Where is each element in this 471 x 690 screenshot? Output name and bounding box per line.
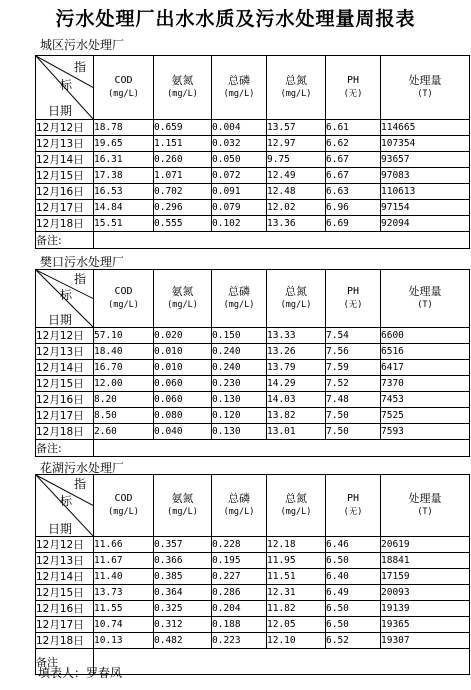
- table-row: [36, 569, 470, 585]
- value-cell: 12.10: [267, 633, 326, 649]
- value-cell: 9.75: [267, 152, 326, 168]
- value-cell: 0.060: [154, 392, 212, 408]
- column-name: 总磷: [228, 285, 250, 298]
- header-total-phosphorus: [212, 56, 267, 120]
- value-cell: 0.010: [154, 360, 212, 376]
- table-row: [36, 120, 470, 136]
- corner-label-biao: 标: [60, 494, 73, 508]
- value-cell: 8.50: [94, 408, 154, 424]
- column-name: 处理量: [408, 74, 442, 87]
- table-row: [36, 633, 470, 649]
- value-cell: 19139: [381, 601, 470, 617]
- value-cell: 13.33: [267, 328, 326, 344]
- column-unit: (mg/L): [280, 89, 312, 99]
- value-cell: 1.151: [154, 136, 212, 152]
- header-cod: [94, 475, 154, 537]
- table-row: [36, 168, 470, 184]
- table-row: [36, 200, 470, 216]
- remark-label: 备注:: [36, 232, 94, 249]
- value-cell: 0.555: [154, 216, 212, 232]
- value-cell: 0.364: [154, 585, 212, 601]
- value-cell: 0.312: [154, 617, 212, 633]
- value-cell: 6.52: [326, 633, 381, 649]
- header-ammonia: [154, 475, 212, 537]
- value-cell: 0.060: [154, 376, 212, 392]
- date-cell: 12月12日: [36, 537, 94, 553]
- date-cell: 12月15日: [36, 168, 94, 184]
- table-row: [36, 601, 470, 617]
- header-row: [36, 56, 470, 120]
- value-cell: 15.51: [94, 216, 154, 232]
- value-cell: 11.67: [94, 553, 154, 569]
- date-cell: 12月18日: [36, 633, 94, 649]
- header-ammonia: [154, 56, 212, 120]
- table-row: [36, 408, 470, 424]
- value-cell: 6.63: [326, 184, 381, 200]
- column-unit: (mg/L): [108, 507, 139, 517]
- column-name: 总氮: [285, 285, 307, 298]
- header-ammonia: [154, 270, 212, 328]
- column-unit: (mg/L): [223, 89, 255, 99]
- header-total-nitrogen: [267, 475, 326, 537]
- value-cell: 17.38: [94, 168, 154, 184]
- value-cell: 7370: [381, 376, 470, 392]
- value-cell: 6.67: [326, 152, 381, 168]
- date-cell: 12月18日: [36, 216, 94, 232]
- corner-label-biao: 标: [60, 288, 73, 302]
- value-cell: 107354: [381, 136, 470, 152]
- value-cell: 0.240: [212, 344, 267, 360]
- header-volume: [381, 475, 470, 537]
- column-unit: (mg/L): [280, 507, 312, 517]
- remark-value: [94, 440, 470, 457]
- value-cell: 0.286: [212, 585, 267, 601]
- date-cell: 12月16日: [36, 392, 94, 408]
- date-cell: 12月16日: [36, 601, 94, 617]
- header-ph: [326, 475, 381, 537]
- header-cod: [94, 56, 154, 120]
- column-name: PH: [346, 75, 360, 86]
- section-title-huahu: 花湖污水处理厂: [40, 461, 125, 475]
- column-unit: (mg/L): [167, 300, 198, 310]
- header-volume: [381, 270, 470, 328]
- table-row: [36, 360, 470, 376]
- value-cell: 97154: [381, 200, 470, 216]
- value-cell: 19365: [381, 617, 470, 633]
- column-unit: (mg/L): [167, 507, 198, 517]
- value-cell: 13.82: [267, 408, 326, 424]
- table-huahu: [35, 474, 470, 675]
- value-cell: 7.50: [326, 424, 381, 440]
- value-cell: 13.57: [267, 120, 326, 136]
- date-cell: 12月13日: [36, 344, 94, 360]
- value-cell: 11.66: [94, 537, 154, 553]
- value-cell: 0.223: [212, 633, 267, 649]
- date-cell: 12月17日: [36, 200, 94, 216]
- header-volume: [381, 56, 470, 120]
- value-cell: 6.40: [326, 569, 381, 585]
- header-total-phosphorus: [212, 270, 267, 328]
- value-cell: 10.13: [94, 633, 154, 649]
- value-cell: 12.05: [267, 617, 326, 633]
- column-name: PH: [346, 286, 360, 297]
- value-cell: 6.67: [326, 168, 381, 184]
- value-cell: 0.120: [212, 408, 267, 424]
- table-row: [36, 376, 470, 392]
- value-cell: 0.659: [154, 120, 212, 136]
- value-cell: 0.130: [212, 424, 267, 440]
- value-cell: 7.52: [326, 376, 381, 392]
- value-cell: 0.032: [212, 136, 267, 152]
- section-title-chengqu: 城区污水处理厂: [40, 38, 125, 52]
- value-cell: 18841: [381, 553, 470, 569]
- corner-label-zhi: 指: [74, 477, 87, 491]
- column-name: 总氮: [285, 492, 307, 505]
- value-cell: 0.204: [212, 601, 267, 617]
- value-cell: 18.40: [94, 344, 154, 360]
- value-cell: 12.00: [94, 376, 154, 392]
- date-cell: 12月15日: [36, 585, 94, 601]
- corner-label-date: 日期: [48, 522, 73, 536]
- column-name: 总氮: [285, 74, 307, 87]
- value-cell: 6.46: [326, 537, 381, 553]
- value-cell: 0.188: [212, 617, 267, 633]
- diagonal-header-cell: [36, 270, 94, 328]
- value-cell: 11.95: [267, 553, 326, 569]
- table-row: [36, 424, 470, 440]
- value-cell: 19307: [381, 633, 470, 649]
- value-cell: 6516: [381, 344, 470, 360]
- header-cod: [94, 270, 154, 328]
- value-cell: 0.227: [212, 569, 267, 585]
- value-cell: 0.091: [212, 184, 267, 200]
- date-cell: 12月15日: [36, 376, 94, 392]
- date-cell: 12月14日: [36, 360, 94, 376]
- header-ph: [326, 270, 381, 328]
- table-row: [36, 553, 470, 569]
- remark-label: 备注: [36, 649, 94, 675]
- value-cell: 0.072: [212, 168, 267, 184]
- value-cell: 8.20: [94, 392, 154, 408]
- value-cell: 0.482: [154, 633, 212, 649]
- header-row: [36, 475, 470, 537]
- diagonal-header-cell: [36, 475, 94, 537]
- header-total-phosphorus: [212, 475, 267, 537]
- value-cell: 16.53: [94, 184, 154, 200]
- value-cell: 0.357: [154, 537, 212, 553]
- value-cell: 16.70: [94, 360, 154, 376]
- column-name: 氨氮: [171, 492, 194, 505]
- value-cell: 0.260: [154, 152, 212, 168]
- value-cell: 1.071: [154, 168, 212, 184]
- value-cell: 0.296: [154, 200, 212, 216]
- header-total-nitrogen: [267, 270, 326, 328]
- table-row: [36, 392, 470, 408]
- column-unit: (无): [343, 89, 363, 99]
- column-name: COD: [114, 286, 133, 297]
- column-name: 总磷: [228, 492, 250, 505]
- corner-label-biao: 标: [60, 78, 73, 92]
- date-cell: 12月14日: [36, 152, 94, 168]
- value-cell: 6.50: [326, 553, 381, 569]
- page-title: 污水处理厂出水水质及污水处理量周报表: [55, 8, 416, 30]
- column-name: 处理量: [408, 285, 442, 298]
- value-cell: 12.18: [267, 537, 326, 553]
- value-cell: 11.51: [267, 569, 326, 585]
- value-cell: 0.130: [212, 392, 267, 408]
- value-cell: 0.050: [212, 152, 267, 168]
- column-name: COD: [114, 493, 133, 504]
- value-cell: 11.82: [267, 601, 326, 617]
- value-cell: 0.150: [212, 328, 267, 344]
- column-unit: (mg/L): [167, 89, 198, 99]
- value-cell: 0.004: [212, 120, 267, 136]
- column-unit: (T): [417, 89, 433, 99]
- table-row: [36, 328, 470, 344]
- table-row: [36, 216, 470, 232]
- value-cell: 13.73: [94, 585, 154, 601]
- value-cell: 6.69: [326, 216, 381, 232]
- value-cell: 17159: [381, 569, 470, 585]
- value-cell: 0.102: [212, 216, 267, 232]
- value-cell: 14.29: [267, 376, 326, 392]
- value-cell: 6.62: [326, 136, 381, 152]
- table-chengqu: [35, 55, 470, 249]
- corner-label-date: 日期: [48, 104, 73, 118]
- column-name: 处理量: [408, 492, 442, 505]
- value-cell: 6.96: [326, 200, 381, 216]
- column-unit: (T): [417, 300, 433, 310]
- column-unit: (T): [417, 507, 433, 517]
- value-cell: 6600: [381, 328, 470, 344]
- value-cell: 11.55: [94, 601, 154, 617]
- value-cell: 0.195: [212, 553, 267, 569]
- date-cell: 12月12日: [36, 328, 94, 344]
- value-cell: 0.240: [212, 360, 267, 376]
- value-cell: 11.40: [94, 569, 154, 585]
- value-cell: 110613: [381, 184, 470, 200]
- value-cell: 14.84: [94, 200, 154, 216]
- value-cell: 12.31: [267, 585, 326, 601]
- value-cell: 0.080: [154, 408, 212, 424]
- value-cell: 13.79: [267, 360, 326, 376]
- corner-label-zhi: 指: [74, 60, 87, 74]
- value-cell: 13.36: [267, 216, 326, 232]
- table-row: [36, 152, 470, 168]
- value-cell: 7525: [381, 408, 470, 424]
- value-cell: 0.020: [154, 328, 212, 344]
- value-cell: 12.02: [267, 200, 326, 216]
- remark-value: [94, 232, 470, 249]
- value-cell: 7593: [381, 424, 470, 440]
- value-cell: 12.97: [267, 136, 326, 152]
- column-unit: (mg/L): [223, 300, 255, 310]
- corner-label-zhi: 指: [74, 272, 87, 286]
- remark-row: [36, 440, 470, 457]
- value-cell: 97083: [381, 168, 470, 184]
- date-cell: 12月13日: [36, 553, 94, 569]
- value-cell: 7.50: [326, 408, 381, 424]
- value-cell: 0.702: [154, 184, 212, 200]
- header-ph: [326, 56, 381, 120]
- remark-value: [94, 649, 470, 675]
- value-cell: 0.325: [154, 601, 212, 617]
- table-row: [36, 184, 470, 200]
- value-cell: 18.78: [94, 120, 154, 136]
- column-name: 总磷: [228, 74, 250, 87]
- diagonal-header-cell: [36, 56, 94, 120]
- column-name: COD: [114, 75, 133, 86]
- column-unit: (mg/L): [108, 300, 139, 310]
- value-cell: 2.60: [94, 424, 154, 440]
- value-cell: 0.079: [212, 200, 267, 216]
- date-cell: 12月13日: [36, 136, 94, 152]
- table-row: [36, 617, 470, 633]
- value-cell: 0.366: [154, 553, 212, 569]
- column-unit: (mg/L): [280, 300, 312, 310]
- value-cell: 7.48: [326, 392, 381, 408]
- column-unit: (mg/L): [108, 89, 139, 99]
- remark-row: [36, 232, 470, 249]
- date-cell: 12月18日: [36, 424, 94, 440]
- filled-by-note: 填表人：罗春凤: [38, 666, 123, 680]
- value-cell: 0.040: [154, 424, 212, 440]
- column-name: PH: [346, 493, 360, 504]
- column-name: 氨氮: [171, 74, 194, 87]
- value-cell: 16.31: [94, 152, 154, 168]
- value-cell: 7453: [381, 392, 470, 408]
- value-cell: 6.49: [326, 585, 381, 601]
- value-cell: 57.10: [94, 328, 154, 344]
- value-cell: 6.61: [326, 120, 381, 136]
- value-cell: 0.228: [212, 537, 267, 553]
- value-cell: 7.56: [326, 344, 381, 360]
- value-cell: 12.49: [267, 168, 326, 184]
- column-unit: (无): [343, 507, 363, 517]
- remark-label: 备注:: [36, 440, 94, 457]
- value-cell: 0.230: [212, 376, 267, 392]
- header-row: [36, 270, 470, 328]
- corner-label-date: 日期: [48, 313, 73, 327]
- value-cell: 13.01: [267, 424, 326, 440]
- value-cell: 0.010: [154, 344, 212, 360]
- value-cell: 7.59: [326, 360, 381, 376]
- section-title-fankou: 樊口污水处理厂: [40, 255, 125, 269]
- value-cell: 6.50: [326, 617, 381, 633]
- value-cell: 12.48: [267, 184, 326, 200]
- table-row: [36, 344, 470, 360]
- value-cell: 93657: [381, 152, 470, 168]
- table-row: [36, 136, 470, 152]
- value-cell: 6417: [381, 360, 470, 376]
- column-name: 氨氮: [171, 285, 194, 298]
- header-total-nitrogen: [267, 56, 326, 120]
- value-cell: 114665: [381, 120, 470, 136]
- table-row: [36, 585, 470, 601]
- value-cell: 20619: [381, 537, 470, 553]
- date-cell: 12月17日: [36, 408, 94, 424]
- date-cell: 12月14日: [36, 569, 94, 585]
- value-cell: 0.385: [154, 569, 212, 585]
- value-cell: 19.65: [94, 136, 154, 152]
- value-cell: 14.03: [267, 392, 326, 408]
- value-cell: 6.50: [326, 601, 381, 617]
- column-unit: (mg/L): [223, 507, 255, 517]
- value-cell: 92094: [381, 216, 470, 232]
- value-cell: 10.74: [94, 617, 154, 633]
- table-row: [36, 537, 470, 553]
- value-cell: 20093: [381, 585, 470, 601]
- value-cell: 7.54: [326, 328, 381, 344]
- date-cell: 12月12日: [36, 120, 94, 136]
- date-cell: 12月16日: [36, 184, 94, 200]
- column-unit: (无): [343, 300, 363, 310]
- date-cell: 12月17日: [36, 617, 94, 633]
- table-fankou: [35, 269, 470, 457]
- value-cell: 13.26: [267, 344, 326, 360]
